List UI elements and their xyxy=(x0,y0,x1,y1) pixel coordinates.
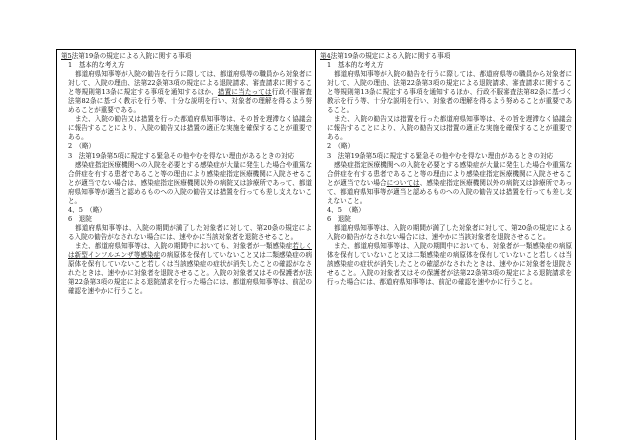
section-number-current: 第4 xyxy=(320,52,331,60)
paragraph-1: 都道府県知事等が入院の勧告を行うに際しては、都道府県等の職員から対象者に対して、入院の理由、法第22条第3項の規定による退院請求、審査請求に関すること等規則第13条に規定する事項を通知するほか、行政不服審査法第82条に基づく教示を行う等、十分な説明を行い、対象者の理解を得るよう努めることが重要であること。 xyxy=(327,70,572,115)
heading-basic: 1 基本的な考え方 xyxy=(68,61,125,70)
paragraph-1: 都道府県知事等が入院の勧告を行うに際しては、都道府県等の職員から対象者に対して、入院の理由、法第22条第3項の規定による退院請求、審査請求に関すること等規則第13条に規定する事項を通知するほか、措置に当たっては行政不服審査法第82条に基づく教示を行う等、十分な説明を行い、対象者の理解を得るよう努めることが重要である。 xyxy=(68,70,312,115)
paragraph-6: 都道府県知事等は、入院の期間が満了した対象者に対して、第20条の規定による入院の勧告がなされない場合には、速やかに当該対象者を退院させること。 xyxy=(327,223,572,241)
paragraph-7: また、都道府県知事等は、入院の期間中においても、対象者が一類感染症の病原体を保有していないこと又は二類感染症の病原体を保有していないこと若しくは当該感染症の症状が消失したことの確認がなされたときは、速やかに対象者を退院させること。入院の対象者又はその保護者が法第22条第3項の規定による退院請求を行った場合には、都道府県知事等は、前記の確認を速やかに行うこと。 xyxy=(327,241,572,287)
paragraph-7: また、都道府県知事等は、入院の期間中においても、対象者が一類感染症若しくは新型インフルエンザ等感染症の病原体を保有していないこと又は二類感染症の病原体を保有していないこと若しくは当該感染症の症状が消失したことの確認がなされたときは、速やかに対象者を退院させること。入院の対象者又はその保護者が法第22条第3項の規定による退院請求を行った場合には、都道府県知事等は、前記の確認を速やかに行うこと。 xyxy=(68,241,312,296)
heading-basic: 1 基本的な考え方 xyxy=(327,61,384,70)
item-2: 2 （略） xyxy=(327,142,355,151)
section-title: 第5法第19条の規定による入院に関する事項 xyxy=(61,52,192,60)
item-4-5: 4、5 （略） xyxy=(68,205,106,214)
paragraph-2: また、入院の勧告又は措置を行った都道府県知事等は、その旨を遅滞なく協議会に報告することにより、入院の勧告又は措置の適正な実施を確保することが重要である。 xyxy=(327,115,572,142)
section-number-revised: 第5 xyxy=(61,52,72,60)
paragraph-6: 都道府県知事等は、入院の期間が満了した対象者に対して、第20条の規定による入院の勧告がなされない場合には、速やかに当該対象者を退院させること。 xyxy=(68,223,312,241)
heading-discharge: 6 退院 xyxy=(68,214,92,223)
comparison-table xyxy=(56,49,576,440)
paragraph-3: 感染症指定医療機関への入院を必要とする感染症が大量に発生した場合や重篤な合併症を有する患者であること等の理由により感染症指定医療機関に入院させることが適当でない場合は、感染症指定医療機関以外の病院又は診療所であって、都道府県知事等が適当と認めるものへの入院の勧告又は措置を行っても差し支えないこと。 xyxy=(68,160,312,205)
heading-emergency: 3 法第19条第5項に規定する緊急その他やむを得ない理由があるときの対応 xyxy=(327,151,554,160)
revised-column xyxy=(57,50,316,440)
amended-text: 若しくは新型インフルエンザ等感染症 xyxy=(68,241,312,260)
item-4-5: 4、5 （略） xyxy=(327,205,365,214)
current-column xyxy=(316,50,575,440)
heading-discharge: 6 退院 xyxy=(327,214,351,223)
section-title: 第4法第19条の規定による入院に関する事項 xyxy=(320,52,451,60)
paragraph-3: 感染症指定医療機関への入院を必要とする感染症が大量に発生した場合や重篤な合併症を有する患者であること等の理由により感染症指定医療機関に入院させることが適当でない場合については、感染症指定医療機関以外の病院又は診療所であって、都道府県知事等が適当と認めるものへの入院の勧告又は措置を行っても差し支えないこと。 xyxy=(327,160,572,205)
amended-text: 措置に当たっては xyxy=(217,88,272,97)
item-2: 2 （略） xyxy=(68,142,96,151)
paragraph-2: また、入院の勧告又は措置を行った都道府県知事等は、その旨を遅滞なく協議会に報告することにより、入院の勧告又は措置の適正な実施を確保することが重要である。 xyxy=(68,115,312,142)
amended-text: については xyxy=(386,178,420,187)
heading-emergency: 3 法第19条第5項に規定する緊急その他やむを得ない理由があるときの対応 xyxy=(68,151,295,160)
